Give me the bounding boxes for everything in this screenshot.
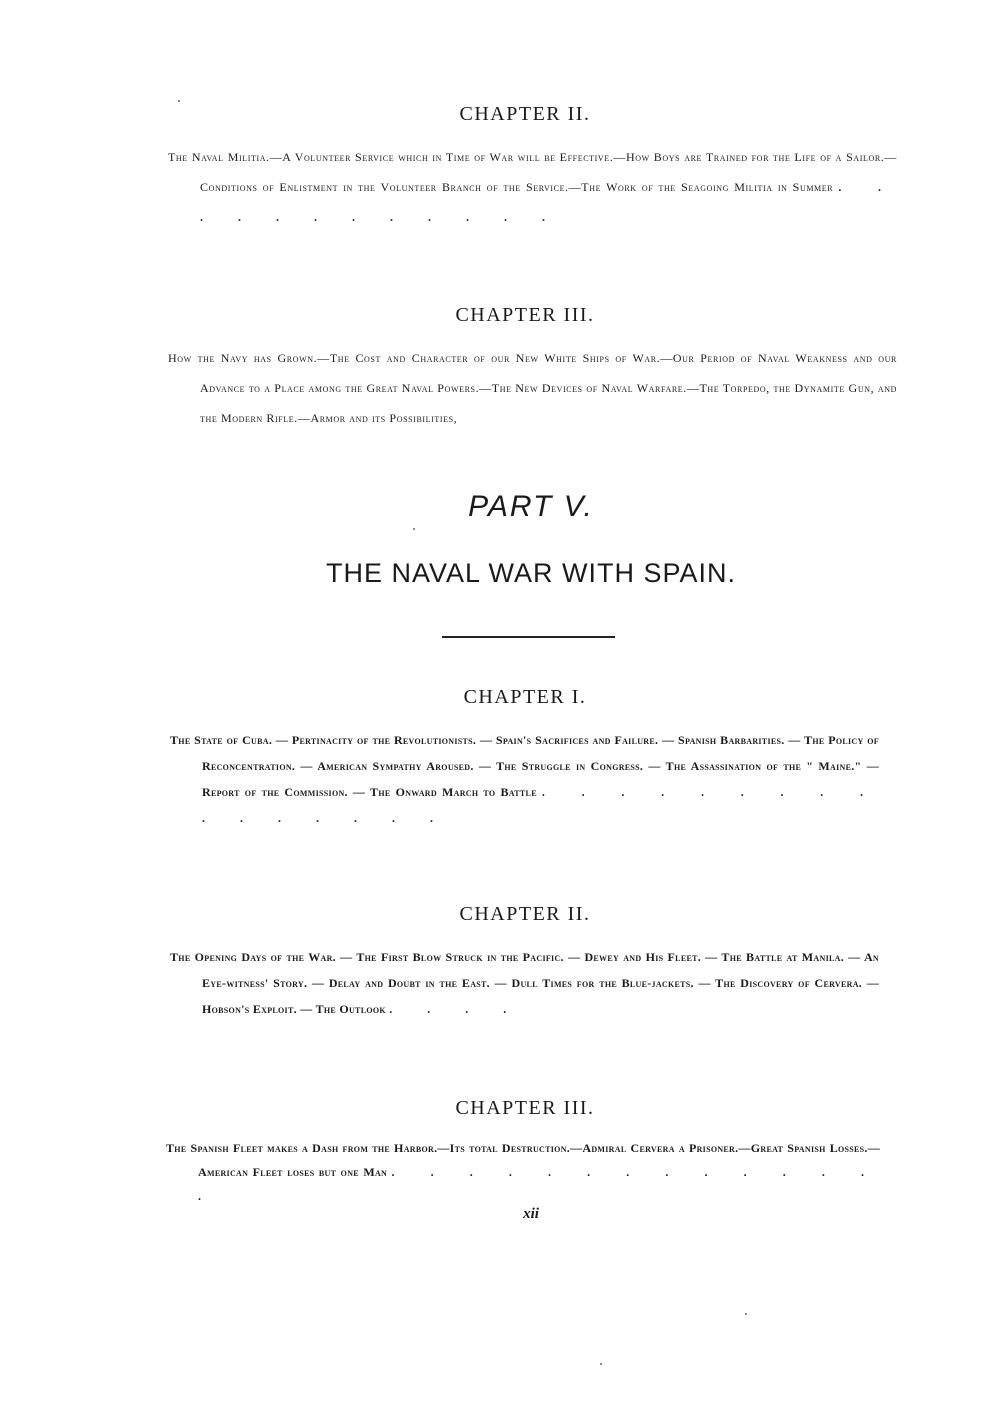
page-number: xii — [523, 1206, 539, 1222]
section-divider — [442, 636, 615, 638]
chapter-ii-summary — [168, 142, 897, 232]
part-v-chapter-i-leader-dots: . . . . . . . . . . . . . . . . — [202, 785, 879, 825]
part-v-title: PART V. — [468, 490, 594, 523]
ink-speck — [745, 1313, 747, 1315]
part-v-chapter-iii-summary — [166, 1136, 880, 1208]
chapter-ii-leader-dots: . . . . . . . . . . . . — [200, 180, 898, 224]
chapter-ii-heading: CHAPTER II. — [459, 103, 591, 125]
naval-war-title: THE NAVAL WAR WITH SPAIN. — [325, 558, 737, 588]
ink-speck — [178, 100, 180, 102]
part-v-chapter-i-heading: CHAPTER I. — [463, 686, 587, 708]
chapter-ii-summary-text: The Naval Militia.—A Volunteer Service which in Time of War will be Effective.—How Boys are Trained for the Life of a Sailor.—Conditions of Enlistment in the Volunteer Branch of the Service.—The Work of the Seagoing Militia in Summer — [168, 150, 897, 194]
part-v-chapter-i-summary — [170, 727, 879, 831]
part-v-chapter-iii-leader-dots: . . . . . . . . . . . . . . — [198, 1165, 880, 1203]
chapter-iii-heading: CHAPTER III. — [455, 304, 595, 326]
part-v-chapter-iii-heading: CHAPTER III. — [455, 1097, 595, 1119]
ink-speck — [413, 528, 415, 530]
part-v-chapter-ii-heading: CHAPTER II. — [459, 903, 591, 925]
part-v-chapter-i-summary-text: The State of Cuba. — Pertinacity of the Revolutionists. — Spain's Sacrifices and Failure. — Spanish Barbarities. — The Policy of Reconcentration. — American Sympathy Aroused. — The Struggle in Congress. — The Assassination of the " Maine." — Report of the Commission. — The Onward March to Battle — [170, 733, 879, 799]
ink-speck — [600, 1363, 602, 1365]
part-v-chapter-ii-summary — [170, 944, 879, 1022]
chapter-iii-summary: How the Navy has Grown.—The Cost and Character of our New White Ships of War.—Our Period of Naval Weakness and our Advance to a Place among the Great Naval Powers.—The New Devices of Naval Warfare.—The Torpedo, the Dynamite Gun, and the Modern Rifle.—Armor and its Possibilities, — [168, 351, 897, 425]
part-v-chapter-ii-leader-dots: . . . . — [389, 1002, 523, 1016]
part-v-chapter-iii-summary-text: The Spanish Fleet makes a Dash from the Harbor.—Its total Destruction.—Admiral Cervera a Prisoner.—Great Spanish Losses.—American Fleet loses but one Man — [166, 1141, 880, 1179]
part-v-chapter-ii-summary-text: The Opening Days of the War. — The First Blow Struck in the Pacific. — Dewey and His Fleet. — The Battle at Manila. — An Eye-witness' Story. — Delay and Doubt in the East. — Dull Times for the Blue-jackets. — The Discovery of Cervera. — Hobson's Exploit. — The Outlook — [170, 950, 879, 1016]
